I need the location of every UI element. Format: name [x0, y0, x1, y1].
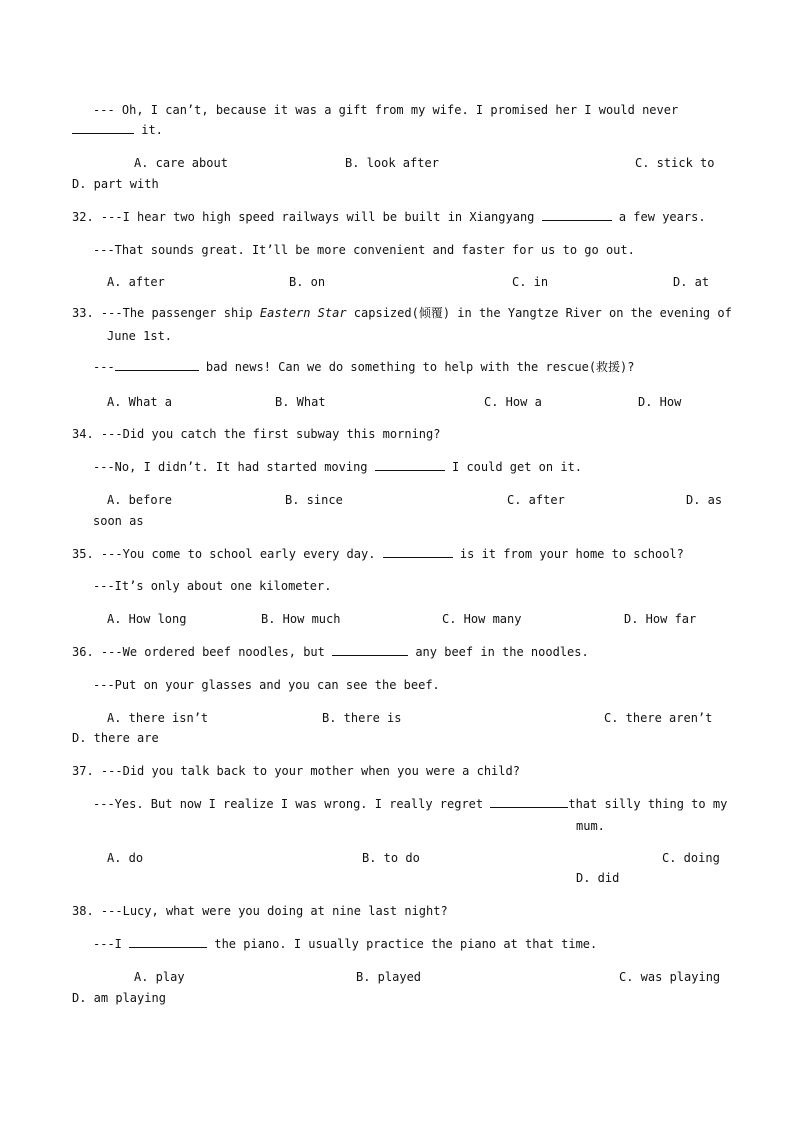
q35-option-b: B. How much [261, 612, 341, 626]
q38-option-a: A. play [134, 970, 185, 984]
q34-option-a: A. before [107, 493, 173, 507]
q36-question: 36. ---We ordered beef noodles, but any beef in the noodles. [72, 645, 589, 659]
q32-option-a: A. after [107, 275, 165, 289]
answer-blank [129, 936, 207, 948]
q36-option-d: D. there are [72, 731, 159, 745]
answer-blank [383, 546, 453, 558]
q38-response: ---I the piano. I usually practice the piano at that time. [93, 937, 598, 951]
q38-option-d: D. am playing [72, 991, 166, 1005]
answer-blank [115, 359, 199, 371]
question-number: 33. [72, 306, 94, 320]
question-number: 35. [72, 547, 94, 561]
q33-option-d: D. How [638, 395, 682, 409]
q37-option-d: D. did [576, 871, 620, 885]
q32-option-b: B. on [289, 275, 326, 289]
q33-option-a: A. What a [107, 395, 173, 409]
q35-option-d: D. How far [624, 612, 697, 626]
q32-option-c: C. in [512, 275, 549, 289]
q38-question: 38. ---Lucy, what were you doing at nine last night? [72, 904, 448, 918]
q35-question: 35. ---You come to school early every day. is it from your home to school? [72, 547, 684, 561]
question-number: 37. [72, 764, 94, 778]
q31-dialog: --- Oh, I can’t, because it was a gift from my wife. I promised her I would never [93, 103, 679, 117]
q35-response: ---It’s only about one kilometer. [93, 579, 332, 593]
q31-option-a: A. care about [134, 156, 228, 170]
q34-option-b: B. since [285, 493, 343, 507]
q37-question: 37. ---Did you talk back to your mother when you were a child? [72, 764, 520, 778]
q38-option-c: C. was playing [619, 970, 721, 984]
q31-option-b: B. look after [345, 156, 439, 170]
answer-blank [332, 644, 408, 656]
answer-blank [72, 122, 134, 134]
q37-option-c: C. doing [662, 851, 720, 865]
q34-option-c: C. after [507, 493, 565, 507]
q34-response: ---No, I didn’t. It had started moving I could get on it. [93, 460, 583, 474]
q36-option-b: B. there is [322, 711, 402, 725]
q32-question: 32. ---I hear two high speed railways will be built in Xiangyang a few years. [72, 210, 706, 224]
answer-blank [490, 796, 568, 808]
q36-option-c: C. there aren’t [604, 711, 713, 725]
q36-option-a: A. there isn’t [107, 711, 209, 725]
ship-name: Eastern Star [259, 306, 347, 320]
q32-response: ---That sounds great. It’ll be more convenient and faster for us to go out. [93, 243, 635, 257]
q33-option-b: B. What [275, 395, 326, 409]
q33-option-c: C. How a [484, 395, 542, 409]
q37-option-a: A. do [107, 851, 144, 865]
question-number: 34. [72, 427, 94, 441]
question-number: 36. [72, 645, 94, 659]
q36-response: ---Put on your glasses and you can see the beef. [93, 678, 440, 692]
answer-blank [542, 209, 612, 221]
q37-response-cont: mum. [576, 819, 605, 833]
q37-option-b: B. to do [362, 851, 420, 865]
q34-question: 34. ---Did you catch the first subway this morning? [72, 427, 441, 441]
q34-option-d: D. as [686, 493, 723, 507]
q33-question: 33. ---The passenger ship Eastern Star capsized(倾覆) in the Yangtze River on the evening of [72, 306, 732, 320]
question-number: 32. [72, 210, 94, 224]
q31-option-d: D. part with [72, 177, 159, 191]
q31-option-c: C. stick to [635, 156, 715, 170]
q34-option-d-cont: soon as [93, 514, 144, 528]
q33-question-cont: June 1st. [107, 329, 173, 343]
q32-option-d: D. at [673, 275, 710, 289]
q31-continuation: it. [72, 122, 163, 138]
q35-option-c: C. How many [442, 612, 522, 626]
q38-option-b: B. played [356, 970, 422, 984]
question-number: 38. [72, 904, 94, 918]
answer-blank [375, 459, 445, 471]
q37-response: ---Yes. But now I realize I was wrong. I really regret that silly thing to my [93, 797, 728, 811]
q33-response: --- bad news! Can we do something to help with the rescue(救援)? [93, 360, 635, 374]
q35-option-a: A. How long [107, 612, 187, 626]
